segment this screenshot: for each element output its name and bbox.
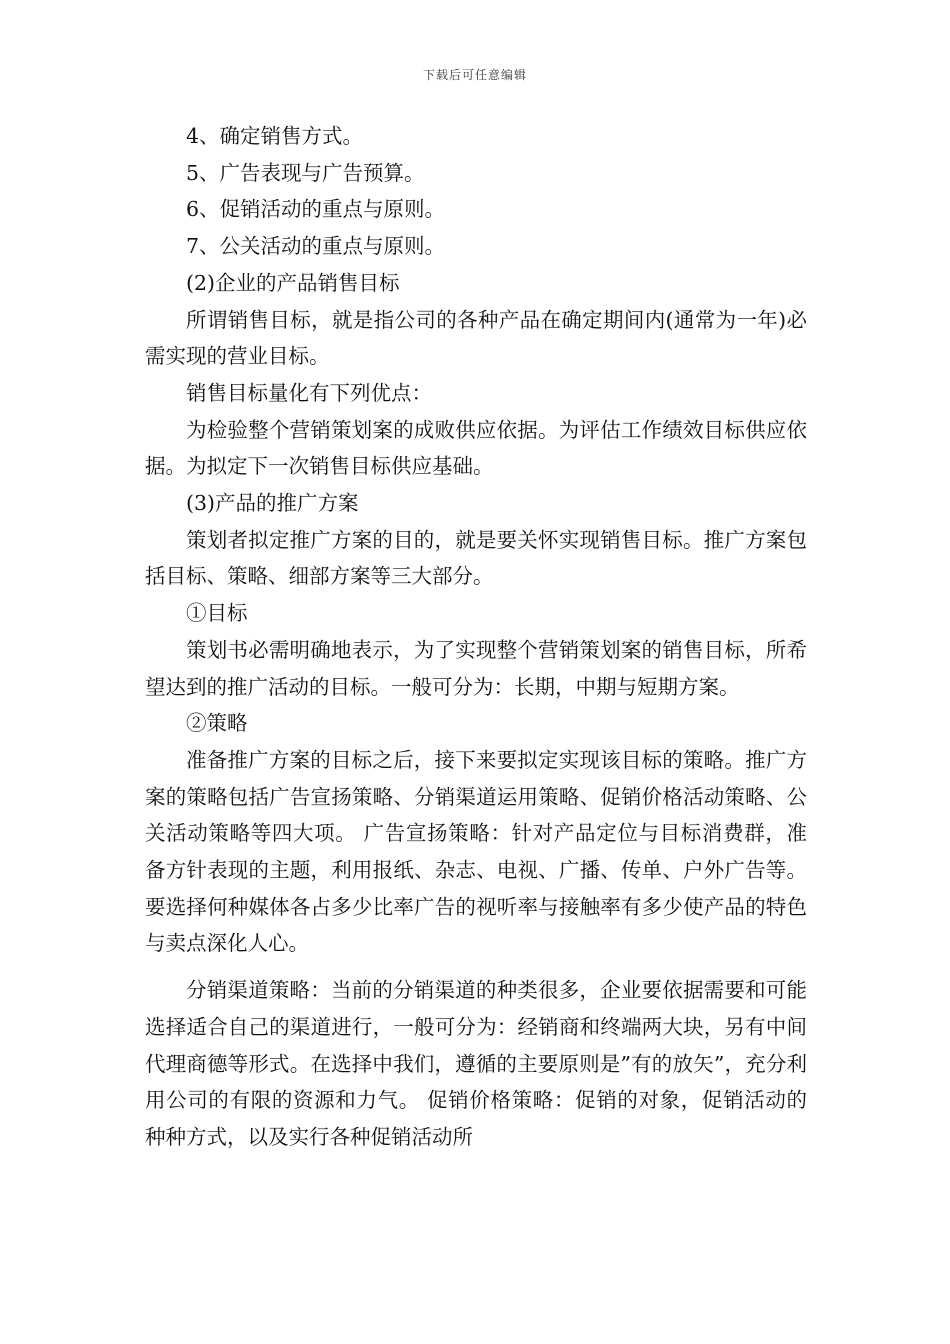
paragraph: 策划书必需明确地表示，为了实现整个营销策划案的销售目标，所希望达到的推广活动的目标。一般可分为：长期，中期与短期方案。 [145, 637, 807, 699]
section-heading-2: (2)企业的产品销售目标 [186, 270, 400, 295]
list-item-5: 5、广告表现与广告预算。 [186, 160, 425, 185]
paragraph: 销售目标量化有下列优点： [186, 380, 432, 405]
subheading-strategy: ②策略 [186, 711, 248, 736]
paragraph: 所谓销售目标，就是指公司的各种产品在确定期间内(通常为一年)必需实现的营业目标。 [145, 307, 807, 369]
subheading-goal: ①目标 [186, 601, 248, 626]
list-item-4: 4、确定销售方式。 [186, 124, 364, 148]
paragraph: 策划者拟定推广方案的目的，就是要关怀实现销售目标。推广方案包括目标、策略、细部方案等三大部分。 [145, 527, 807, 589]
section-heading-3: (3)产品的推广方案 [186, 491, 359, 516]
list-item-6: 6、促销活动的重点与原则。 [186, 197, 446, 222]
paragraph: 分销渠道策略：当前的分销渠道的种类很多，企业要依据需要和可能选择适合自己的渠道进行，一般可分为：经销商和终端两大块，另有中间代理商德等形式。在选择中我们，遵循的主要原则是”有的放矢”，充分利用公司的有限的资源和力气。 促销价格策略：促销的对象，促销活动的种种方式，以及实行各种促销活动所 [145, 978, 807, 1149]
page-header: 下载后可任意编辑 [422, 68, 527, 82]
paragraph: 为检验整个营销策划案的成败供应依据。为评估工作绩效目标供应依据。为拟定下一次销售目标供应基础。 [145, 417, 807, 479]
list-item-7: 7、公关活动的重点与原则。 [186, 234, 446, 259]
paragraph: 准备推广方案的目标之后，接下来要拟定实现该目标的策略。推广方案的策略包括广告宣扬策略、分销渠道运用策略、促销价格活动策略、公关活动策略等四大项。 广告宣扬策略：针对产品定位与目标消费群，准备方针表现的主题，利用报纸、杂志、电视、广播、传单、户外广告等。要选择何种媒体各占多少比率广告的视听率与接触率有多少使产品的特色与卖点深化人心。 [145, 747, 807, 956]
document-body [145, 118, 807, 1156]
